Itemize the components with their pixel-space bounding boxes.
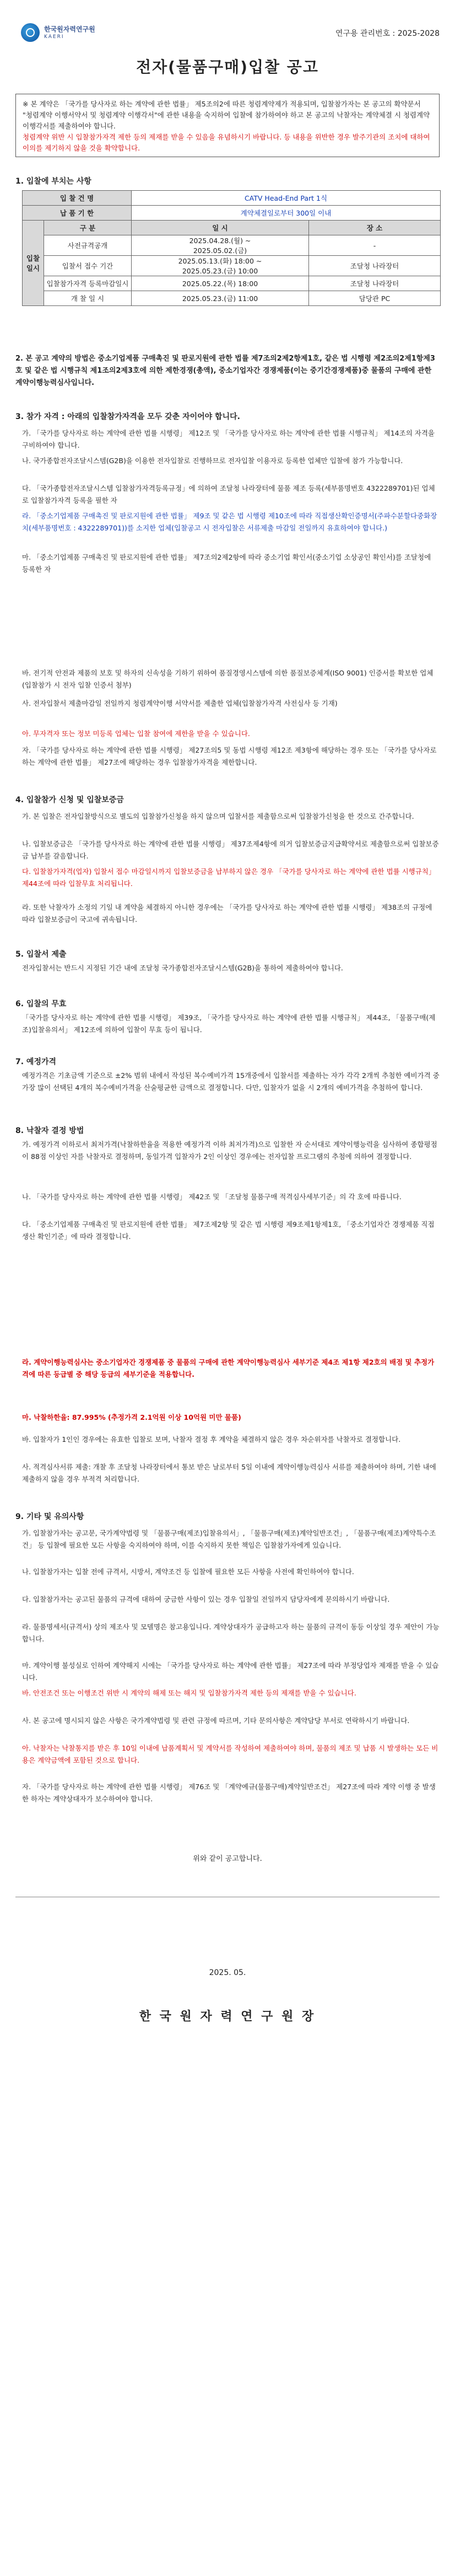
list-item: 마. 낙찰하한율: 87.995% (추정가격 2.1억원 이상 10억원 미만 물품) xyxy=(22,1413,241,1421)
org-sub: KAERI xyxy=(44,34,64,40)
col-header: 일 시 xyxy=(132,221,309,235)
org-name: 한국원자력연구원 xyxy=(44,25,95,33)
section-5-text: 전자입찰서는 반드시 지정된 기간 내에 조달청 국가종합전자조달시스템(G2B)을 통하여 제출하여야 합니다. xyxy=(22,964,343,972)
table-row xyxy=(23,256,441,276)
list-item: 자. 「국가를 당사자로 하는 계약에 관한 법률 시행령」 제27조의5 및 동법 시행령 제12조 제3항에 해당하는 경우 또는 「국가를 당사자로 하는 계약에 관한 법률」 제27조에 해당하는 경우 입찰참가자격을 제한합니다. xyxy=(22,746,437,766)
section-6-heading: 6. 입찰의 무효 xyxy=(15,1000,67,1008)
list-item: 사. 적격심사서류 제출: 개찰 후 조달청 나라장터에서 통보 받은 날로부터 5일 이내에 계약이행능력심사 서류를 제출하여야 하며, 기한 내에 제출하지 않을 경우 부적격 처리합니다. xyxy=(22,1463,436,1483)
section-7-text: 예정가격은 기초금액 기준으로 ±2% 범위 내에서 작성된 복수예비가격 15개중에서 입찰서를 제출하는 자가 각각 2개씩 추첨한 예비가격 중 가장 많이 선택된 4개의 복수예비가격을 산술평균한 금액으로 결정합니다. 다만, 입찰자가 없을 시 2개의 예비가격을 추첨하여 합니다. xyxy=(22,1071,440,1092)
announcement-date: 2025. 05. xyxy=(209,1968,246,1977)
schedule-kind: 사전규격공개 xyxy=(44,235,132,256)
list-item: 가. 예정가격 이하로서 최저가격(낙찰하한율을 적용한 예정가격 이하 최저가격)으로 입찰한 자 순서대로 계약이행능력을 심사하여 종합평점이 88점 이상인 자를 낙찰자로 결정하며, 동일가격 입찰자가 2인 이상인 경우에는 전자입찰 프로그램의 추첨에 의하여 결정합니다. xyxy=(22,1140,437,1161)
header xyxy=(15,22,440,44)
list-item: 바. 안전조건 또는 이행조건 위반 시 계약의 해제 또는 해지 및 입찰참가자격 제한 등의 제재를 받을 수 있습니다. xyxy=(22,1689,356,1697)
management-number: 연구용 관리번호 : 2025-2028 xyxy=(335,29,440,38)
list-item: 다. 입찰참가자격(업자) 입찰서 접수 마감일시까지 입찰보증금을 납부하지 않은 경우 「국가를 당사자로 하는 계약에 관한 법률 시행규칙」 제44조에 따라 입찰무효 처리됩니다. xyxy=(22,867,436,888)
list-item: 다. 입찰참가자는 공고된 물품의 규격에 대하여 궁금한 사항이 있는 경우 입찰일 전일까지 담당자에게 문의하시기 바랍니다. xyxy=(22,1595,390,1603)
schedule-time: 2025.05.23.(금) 11:00 xyxy=(132,291,309,306)
section-6-text: 「국가를 당사자로 하는 계약에 관한 법률 시행령」 제39조, 「국가를 당사자로 하는 계약에 관한 법률 시행규칙」 제44조, 「물품구매(제조)입찰유의서」 제12조에 의하여 입찰이 무효 등이 됩니다. xyxy=(22,1013,436,1034)
list-item: 마. 계약이행 불성실로 인하여 계약해지 시에는 「국가를 당사자로 하는 계약에 관한 법률」 제27조에 따라 부정당업자 제재를 받을 수 있습니다. xyxy=(22,1661,439,1682)
integrity-notice xyxy=(15,94,440,157)
row-label: 입 찰 건 명 xyxy=(23,191,132,206)
list-item: 라. 계약이행능력심사는 중소기업자간 경쟁제품 중 물품의 구매에 관한 계약이행능력심사 세부기준 제4조 제1항 제2호의 배점 및 추정가격에 따른 등급별 중 해당 등급의 세부기준을 적용합니다. xyxy=(22,1358,435,1378)
bid-date-label: 입찰일시 xyxy=(23,221,44,306)
list-item: 사. 전자입찰서 제출마감일 전일까지 청렴계약이행 서약서를 제출한 업체(입찰참가자격 사전심사 등 기재) xyxy=(22,699,338,707)
section-3-heading: 3. 참가 자격 : 아래의 입찰참가자격을 모두 갖춘 자이어야 합니다. xyxy=(15,412,240,421)
list-item: 나. 국가종합전자조달시스템(G2B)을 이용한 전자입찰로 진행하므로 전자입찰 이용자로 등록한 업체만 입찰에 참가 가능합니다. xyxy=(22,457,403,465)
notice-line: ※ 본 계약은 「국가를 당사자로 하는 계약에 관한 법률」 제5조의2에 따른 청렴계약제가 적용되며, 입찰참가자는 본 공고의 확약문서 "청렴계약 이행서약서 및 청렴계약 이행각서"에 관한 내용을 숙지하여 입찰에 참가하여야 하고 본 공고의 낙찰자는 계약체결 시 청렴계약 이행각서를 제출하여야 합니다. xyxy=(23,100,430,130)
list-item: 사. 본 공고에 명시되지 않은 사항은 국가계약법령 및 관련 규정에 따르며, 기타 문의사항은 계약담당 부서로 연락하시기 바랍니다. xyxy=(22,1716,410,1725)
table-row xyxy=(23,191,441,206)
section-7-heading: 7. 예정가격 xyxy=(15,1058,57,1066)
list-item: 바. 전기적 안전과 제품의 보호 및 하자의 신속성을 기하기 위하여 품질경영시스템에 의한 품질보증체계(ISO 9001) 인증서를 확보한 업체(입찰참가 시 전자 입찰 인증서 첨부) xyxy=(22,669,434,689)
list-item: 라. 「중소기업제품 구매촉진 및 판로지원에 관한 법률」 제9조 및 같은 법 시행령 제10조에 따라 직접생산확인증명서(주파수분할다중화장치(세부품명번호 : 4322289701))를 소지한 업체(입찰공고 시 전자입찰은 서류제출 마감일 전일까지 유효하여야 합니다.) xyxy=(22,512,437,532)
section-1-heading: 1. 입찰에 부치는 사항 xyxy=(15,177,91,186)
list-item: 아. 낙찰자는 낙찰통지를 받은 후 10일 이내에 납품계획서 및 계약서를 작성하여 제출하여야 하며, 물품의 제조 및 납품 시 발생하는 모든 비용은 계약금액에 포함된 것으로 합니다. xyxy=(22,1744,438,1764)
list-item: 자. 「국가를 당사자로 하는 계약에 관한 법률 시행령」 제76조 및 「계약예규(물품구매)계약일반조건」 제27조에 따라 계약 이행 중 발생한 하자는 계약상대자가 보수하여야 합니다. xyxy=(22,1783,436,1803)
section-5-heading: 5. 입찰서 제출 xyxy=(15,950,67,959)
list-item: 나. 입찰참가자는 입찰 전에 규격서, 시방서, 계약조건 등 입찰에 필요한 모든 사항을 사전에 확인하여야 합니다. xyxy=(22,1568,354,1576)
schedule-time: 2025.05.13.(화) 18:00 ~ 2025.05.23.(금) 10:00 xyxy=(132,256,309,276)
row-value: 계약체결일로부터 300일 이내 xyxy=(132,206,441,221)
list-item: 라. 또한 낙찰자가 소정의 기일 내 계약을 체결하지 아니한 경우에는 「국가를 당사자로 하는 계약에 관한 법률 시행령」 제38조의 규정에 따라 입찰보증금이 국고에 귀속됩니다. xyxy=(22,903,432,924)
section-8-heading: 8. 낙찰자 결정 방법 xyxy=(15,1126,84,1135)
schedule-place: 조달청 나라장터 xyxy=(309,276,441,291)
schedule-kind: 입찰서 접수 기간 xyxy=(44,256,132,276)
table-row xyxy=(23,235,441,256)
notice-line: 청렴계약 위반 시 입찰참가자격 제한 등의 제재를 받을 수 있음을 유념하시기 바랍니다. 등 내용을 위반한 경우 발주기관의 조치에 대하여 이의를 제기하지 않을 것을 확약합니다. xyxy=(23,133,430,152)
row-value: CATV Head-End Part 1식 xyxy=(132,191,441,206)
list-item: 나. 「국가를 당사자로 하는 계약에 관한 법률 시행령」 제42조 및 「조달청 물품구매 적격심사세부기준」의 각 호에 따릅니다. xyxy=(22,1193,402,1201)
section-4-heading: 4. 입찰참가 신청 및 입찰보증금 xyxy=(15,796,124,804)
list-item: 다. 「국가종합전자조달시스템 입찰참가자격등록규정」에 의하여 조달청 나라장터에 물품 제조 등록(세부품명번호 4322289701)된 업체로 입찰참가자격 등록을 필한 자 xyxy=(22,484,435,505)
bid-info-table xyxy=(22,190,441,306)
schedule-kind: 개 찰 일 시 xyxy=(44,291,132,306)
schedule-time: 2025.04.28.(월) ~ 2025.05.02.(금) xyxy=(132,235,309,256)
org-logo xyxy=(21,22,115,44)
table-row xyxy=(23,206,441,221)
schedule-place: 조달청 나라장터 xyxy=(309,256,441,276)
kaeri-logo-icon xyxy=(21,23,40,42)
list-item: 나. 입찰보증금은 「국가를 당사자로 하는 계약에 관한 법률 시행령」 제37조제4항에 의거 입찰보증금지급확약서로 제출함으로써 입찰보증금 납부를 갈음합니다. xyxy=(22,840,439,860)
list-item: 가. 「국가를 당사자로 하는 계약에 관한 법률 시행령」 제12조 및 「국가를 당사자로 하는 계약에 관한 법률 시행규칙」 제14조의 자격을 구비하여야 합니다. xyxy=(22,429,435,449)
section-9-heading: 9. 기타 및 유의사항 xyxy=(15,1512,84,1521)
schedule-place: - xyxy=(309,235,441,256)
closing-text: 위와 같이 공고합니다. xyxy=(193,1855,262,1863)
table-row xyxy=(23,291,441,306)
list-item: 다. 「중소기업제품 구매촉진 및 판로지원에 관한 법률」 제7조제2항 및 같은 법 시행령 제9조제1항제1호, 「중소기업자간 경쟁제품 직접생산 확인기준」에 따라 결정합니다. xyxy=(22,1220,435,1241)
signer: 한 국 원 자 력 연 구 원 장 xyxy=(139,2010,316,2024)
row-label: 납 품 기 한 xyxy=(23,206,132,221)
list-item: 라. 물품명세서(규격서) 상의 제조사 및 모델명은 참고용입니다. 계약상대자가 공급하고자 하는 물품의 규격이 동등 이상일 경우 제안이 가능합니다. xyxy=(22,1623,440,1643)
list-item: 가. 본 입찰은 전자입찰방식으로 별도의 입찰참가신청을 하지 않으며 입찰서를 제출함으로써 입찰참가신청을 한 것으로 간주합니다. xyxy=(22,812,414,820)
list-item: 바. 입찰자가 1인인 경우에는 유효한 입찰로 보며, 낙찰자 결정 후 계약을 체결하지 않은 경우 차순위자를 낙찰자로 결정합니다. xyxy=(22,1435,401,1443)
list-item: 마. 「중소기업제품 구매촉진 및 판로지원에 관한 법률」 제7조의2제2항에 따라 중소기업 확인서(중소기업 소상공인 확인서)를 조달청에 등록한 자 xyxy=(22,553,431,573)
section-2-text: 2. 본 공고 계약의 방법은 중소기업제품 구매촉진 및 판로지원에 관한 법률 제7조의2제2항제1호, 같은 법 시행령 제2조의2제1항제3호 및 같은 법 시행규칙 제1조의2제3호에 의한 제한경쟁(총액), 중소기업자간 경쟁제품(이는 중기간경쟁제품)중 물품의 구매에 관한 계약이행능력심사입니다. xyxy=(15,355,435,387)
schedule-place: 담당관 PC xyxy=(309,291,441,306)
list-item: 아. 무자격자 또는 정보 미등록 업체는 입찰 참여에 제한을 받을 수 있습니다. xyxy=(22,729,250,738)
table-row xyxy=(23,276,441,291)
list-item: 가. 입찰참가자는 공고문, 국가계약법령 및 「물품구매(제조)입찰유의서」, 「물품구매(제조)계약일반조건」, 「물품구매(제조)계약특수조건」 등 입찰에 필요한 모든 사항을 숙지하여야 하며, 이를 숙지하지 못한 책임은 입찰참가자에게 있습니다. xyxy=(22,1529,436,1549)
schedule-time: 2025.05.22.(목) 18:00 xyxy=(132,276,309,291)
page-title: 전자(물품구매)입찰 공고 xyxy=(136,58,319,76)
col-header: 구 분 xyxy=(44,221,132,235)
col-header: 장 소 xyxy=(309,221,441,235)
schedule-kind: 입찰참가자격 등록마감일시 xyxy=(44,276,132,291)
table-row xyxy=(23,221,441,235)
